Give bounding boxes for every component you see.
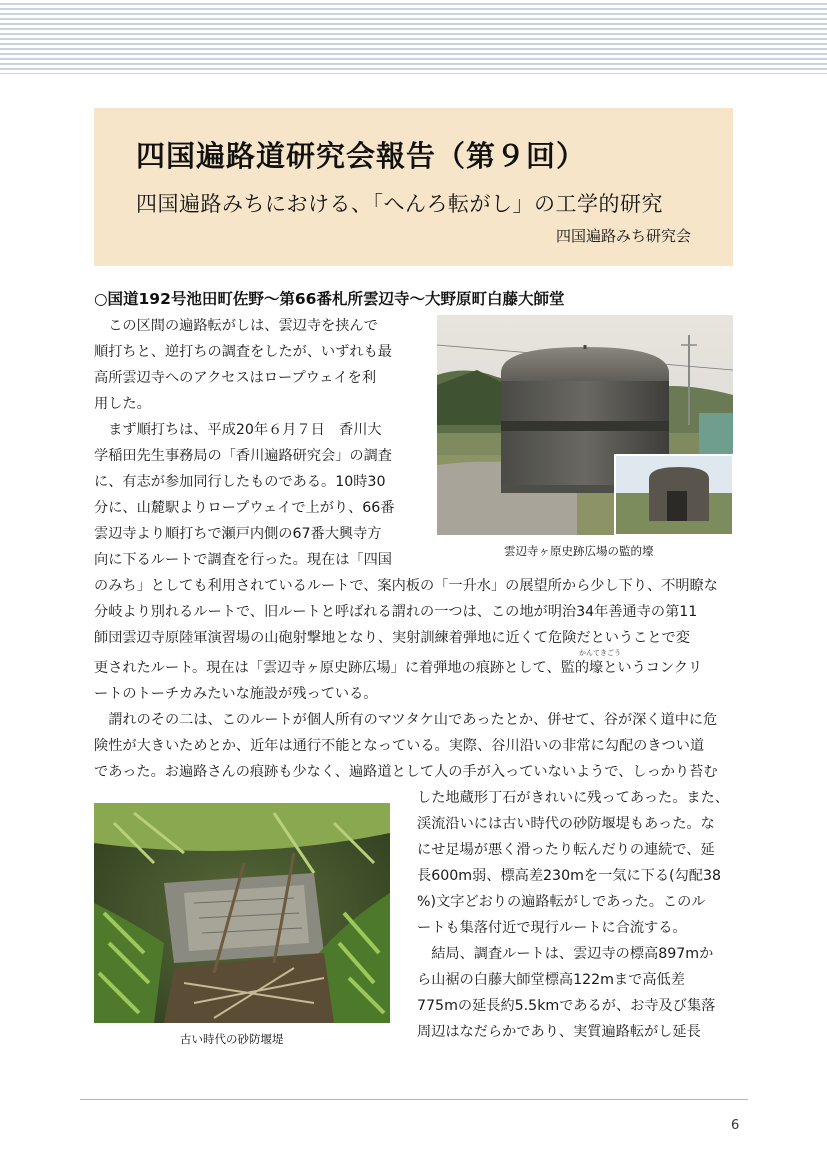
section-heading: ○国道192号池田町佐野～第66番札所雲辺寺～大野原町白藤大師堂 [94, 290, 565, 308]
body-line: 775mの延長約5.5kmであるが、お寺及び集落 [417, 998, 716, 1014]
body-line: であった。お遍路さんの痕跡も少なく、遍路道として人の手が入っていないようで、しっかり苔む [94, 764, 718, 780]
body-line: 険性が大きいためとか、近年は通行不能となっている。実際、谷川沿いの非常に勾配のきつい道 [94, 738, 705, 754]
photo1-caption: 雲辺寺ヶ原史跡広場の監的壕 [504, 544, 654, 558]
body-line: 更されたルート。現在は「雲辺寺ヶ原史跡広場」に着弾地の痕跡として、監的壕というコンクリ [94, 660, 703, 676]
body-line: まず順打ちは、平成20年６月７日 香川大 [94, 422, 382, 438]
body-line: 渓流沿いには古い時代の砂防堰堤もあった。な [417, 816, 715, 832]
dam-illustration [94, 803, 390, 1023]
body-line: 周辺はなだらかであり、実質遍路転がし延長 [417, 1024, 701, 1040]
body-line: 長600m弱、標高差230mを一気に下る(勾配38 [417, 868, 722, 884]
body-line: ら山裾の白藤大師堂標高122mまで高低差 [417, 972, 685, 988]
body-line: 向に下るルートで調査を行った。現在は「四国 [94, 552, 392, 568]
body-line: 高所雲辺寺へのアクセスはロープウェイを利 [94, 370, 377, 386]
page-title: 四国遍路道研究会報告（第９回） [136, 139, 587, 173]
body-line: 学稲田先生事務局の「香川遍路研究会」の調査 [94, 448, 392, 464]
body-line: 順打ちと、逆打ちの調査をしたが、いずれも最 [94, 344, 392, 360]
author-organization: 四国遍路みち研究会 [555, 227, 691, 245]
footer-divider [80, 1099, 748, 1100]
page-subtitle: 四国遍路みちにおける、「へんろ転がし」の工学的研究 [136, 192, 663, 216]
body-line: この区間の遍路転がしは、雲辺寺を挟んで [94, 318, 378, 334]
bunker-illustration [437, 315, 733, 535]
dam-photo [94, 803, 390, 1023]
body-line: 分岐より別れるルートで、旧ルートと呼ばれる謂れの一つは、この地が明治34年善通寺の第11 [94, 604, 698, 620]
ruby-annotation: かんてきごう [579, 649, 621, 657]
body-line: 分に、山麓駅よりロープウェイで上がり、66番 [94, 500, 395, 516]
body-line: 雲辺寺より順打ちで瀬戸内側の67番大興寺方 [94, 526, 382, 542]
page-number: 6 [731, 1118, 740, 1133]
header-decoration-stripes [0, 0, 827, 74]
bunker-photo [437, 315, 733, 535]
body-line: 用した。 [94, 396, 151, 412]
photo2-caption: 古い時代の砂防堰堤 [180, 1032, 284, 1046]
body-line: 結局、調査ルートは、雲辺寺の標高897mか [417, 946, 714, 962]
body-line: ートのトーチカみたいな施設が残っている。 [94, 686, 378, 702]
body-line: した地蔵形丁石がきれいに残ってあった。また、 [417, 790, 729, 806]
body-line: ートも集落付近で現行ルートに合流する。 [417, 920, 687, 936]
body-line: 謂れのその二は、このルートが個人所有のマツタケ山であったとか、併せて、谷が深く道中に危 [94, 712, 718, 728]
body-line: に、有志が参加同行したものである。10時30 [94, 474, 386, 490]
body-line: にせ足場が悪く滑ったり転んだりの連続で、延 [417, 842, 715, 858]
body-line: のみち」としても利用されているルートで、案内板の「一升水」の展望所から少し下り、不明瞭な [94, 578, 718, 594]
body-line: 師団雲辺寺原陸軍演習場の山砲射撃地となり、実射訓練着弾地に近くて危険だということで変 [94, 630, 690, 646]
body-line: %)文字どおりの遍路転がしであった。このル [417, 894, 706, 910]
title-box [94, 108, 733, 266]
